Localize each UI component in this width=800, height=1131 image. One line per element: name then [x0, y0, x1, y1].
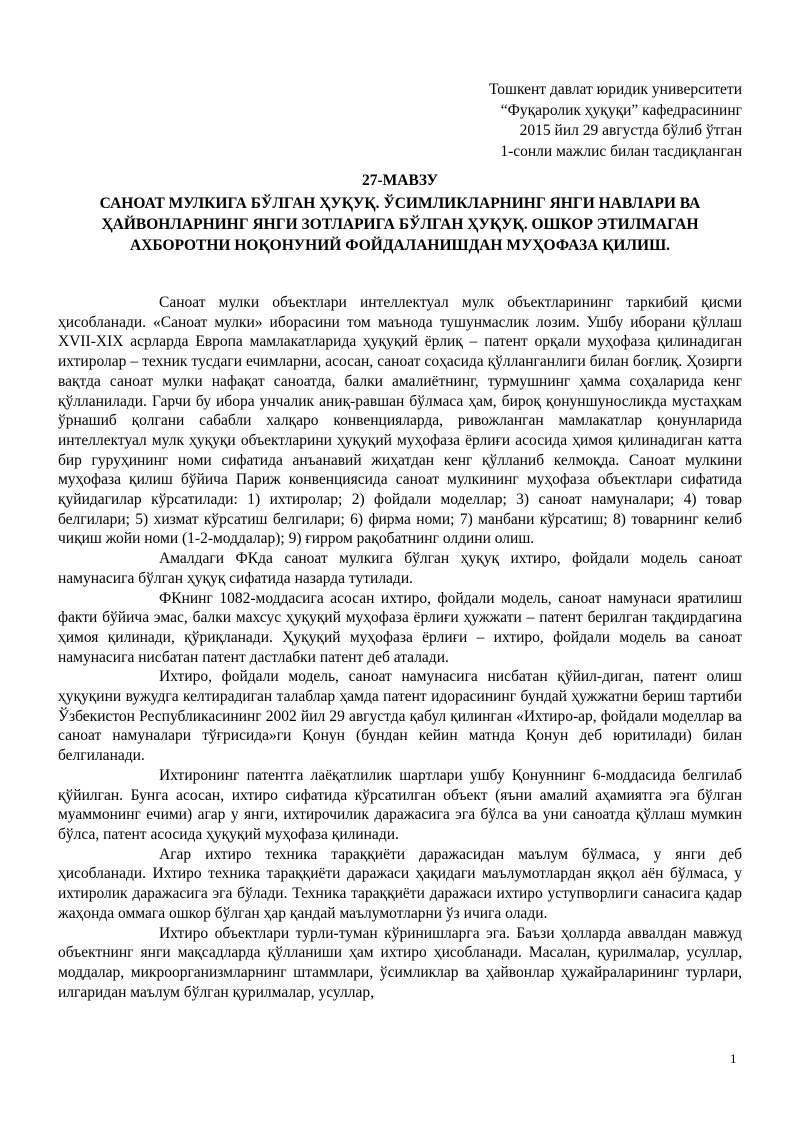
paragraph: ФКнинг 1082-моддасига асосан ихтиро, фойдали модель, саноат намунаси яратилиш факти бўйича эмас, балки махсус ҳуқуқий муҳофаза ёрлиғи ҳужжати – патент берилган тақдирдагина ҳимоя қилинади, қўриқланади. Ҳуқуқий муҳофаза ёрлиғи – ихтиро, фойдали модель ва саноат намунасига нисбатан патент дастлабки патент деб аталади. — [58, 589, 742, 666]
approval-block — [440, 80, 742, 162]
approval-line: Тошкент давлат юридик университети — [488, 81, 742, 98]
approval-line: 1-сонли мажлис билан тасдиқланган — [500, 142, 742, 160]
page-title: САНОАТ МУЛКИГА БЎЛГАН ҲУҚУҚ. ЎСИМЛИКЛАРНИНГ ЯНГИ НАВЛАРИ ВА ҲАЙВОНЛАРНИНГ ЯНГИ ЗОТЛАРИГА БЎЛГАН ҲУҚУҚ. ОШКОР ЭТИЛМАГАН АХБОРОТНИ НОҚОНУНИЙ ФОЙДАЛАНИШДАН МУҲОФАЗА ҚИЛИШ. — [99, 195, 701, 254]
paragraph: Амалдаги ФКда саноат мулкига бўлган ҳуқуқ ихтиро, фойдали модель саноат намунасига бўлган ҳуқуқ сифатида назарда тутилади. — [58, 550, 742, 587]
paragraph: Саноат мулки объектлари интеллектуал мулк объектларининг таркибий қисми ҳисобланади. «Саноат мулки» иборасини том маънода тушунмаслик лозим. Ушбу иборани қўллаш XVII-XIX асрларда Европа мамлакатларида ҳуқуқий ёрлиқ – патент орқали муҳофаза қилинадиган ихтиролар – техник тусдаги ечимларни, асосан, саноат соҳасида қўлланганлиги билан боғлиқ. Ҳозирги вақтда саноат мулки нафақат саноатда, балки амалиётнинг, турмушнинг ҳамма соҳаларида кенг қўлланилади. Гарчи бу ибора унчалик аниқ-равшан бўлмаса ҳам, бироқ қонуншуносликда мустаҳкам ўрнашиб қолгани сабабли халқаро конвенцияларда, ривожланган мамлакатлар қонунларида интеллектуал мулк ҳуқуқи объектларини ҳуқуқий муҳофаза ёрлиғи асосида ҳимоя қилинадиган катта бир гуруҳининг номи сифатида анъанавий жиҳатдан кенг қўлланиб келмоқда. Саноат мулкини муҳофаза қилиш бўйича Париж конвенциясида саноат мулкининг муҳофаза объектлари сифатида қуйидагилар кўрсатилади: 1) ихтиролар; 2) фойдали моделлар; 3) саноат намуналари; 4) товар белгилари; 5) хизмат кўрсатиш белгилари; 6) фирма номи; 7) манбани кўрсатиш; 8) товарнинг келиб чиқиш жойи номи (1-2-моддалар); 9) ғирром рақобатнинг олдини олиш. — [58, 294, 742, 548]
document-heading — [58, 170, 742, 256]
paragraph: Агар ихтиро техника тараққиёти даражасидан маълум бўлмаса, у янги деб ҳисобланади. Ихтиро техника тараққиёти даражаси ҳақидаги маълумотлардан яққол аён бўлмаса, у ихтиролик даражасига эга бўлади. Техника тараққиёти даражаси ихтиро уступворлиги санасига қадар жаҳонда оммага ошкор бўлган ҳар қандай маълумотларни ўз ичига олади. — [58, 845, 742, 922]
body-text — [58, 293, 742, 1002]
paragraph: Ихтиро объектлари турли-туман кўринишларга эга. Баъзи ҳолларда аввалдан мавжуд объектнинг янги мақсадларда қўлланиши ҳам ихтиро ҳисобланади. Масалан, қурилмалар, усуллар, моддалар, микроорганизмларнинг штаммлари, ўсимликлар ва ҳайвонлар ҳужайраларининг турлари, илгаридан маълум бўлган қурилмалар, усуллар, — [58, 924, 742, 1001]
paragraph: Ихтиро, фойдали модель, саноат намунасига нисбатан қўйил-диган, патент олиш ҳуқуқини вужудга келтирадиган талаблар ҳамда патент идорасининг бундай ҳужжатни бериш тартиби Ўзбекистон Республикасининг 2002 йил 29 августда қабул қилинган «Ихтиро-ар, фойдали моделлар ва саноат намуналари тўғрисида»ги Қонун (бундан кейин матнда Қонун деб юритилади) билан белгиланади. — [58, 668, 742, 765]
approval-line: “Фуқаролик ҳуқуқи” кафедрасининг — [500, 101, 742, 119]
page-number: 1 — [730, 1051, 737, 1066]
topic-number: 27-МАВЗУ — [362, 172, 438, 189]
approval-line: 2015 йил 29 августда бўлиб ўтган — [519, 122, 742, 139]
paragraph: Ихтиронинг патентга лаёқатлилик шартлари ушбу Қонуннинг 6-моддасида белгилаб қўйилган. Бунга асосан, ихтиро сифатида кўрсатилган объект (яъни амалий аҳамиятга эга бўлган муаммонинг ечими) агар у янги, ихтирочилик даражасига эга бўлса ва уни саноатда қўллаш мумкин бўлса, патент асосида ҳуқуқий муҳофаза қилинади. — [58, 766, 742, 843]
